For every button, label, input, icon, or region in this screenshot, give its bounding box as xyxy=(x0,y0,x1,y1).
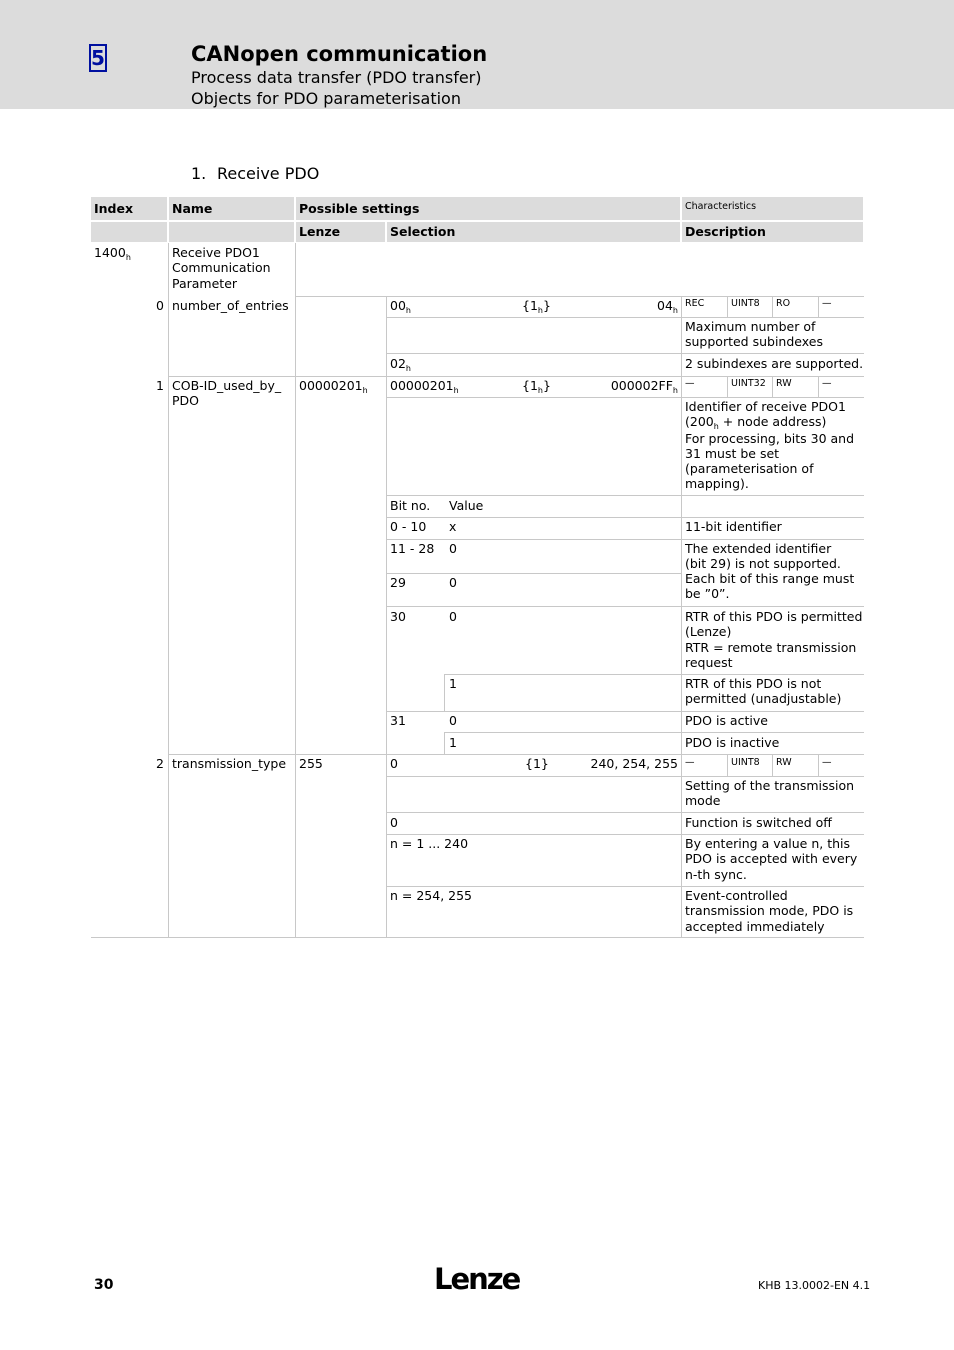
subindex-1: 1 xyxy=(156,378,164,393)
bit-desc-5a: RTR of this PDO is not xyxy=(685,676,822,691)
s2-option-3: n = 254, 255 xyxy=(390,888,473,903)
s1-sel-max: $000002FF_h$ xyxy=(610,378,678,395)
s1-lenze: $00000201_h$ xyxy=(299,378,368,395)
s2-sel-max: 240, 254, 255 xyxy=(590,756,678,771)
s1-char-1: — xyxy=(685,378,695,389)
bit-range-4: 30 xyxy=(390,609,406,624)
s0-char-4: — xyxy=(822,298,832,309)
chapter-subtitle-1: Process data transfer (PDO transfer) xyxy=(191,68,482,87)
s2-option-3-desc-a: Event-controlled xyxy=(685,888,788,903)
section-title: Receive PDO xyxy=(217,164,320,183)
bit-desc-5b: permitted (unadjustable) xyxy=(685,691,842,706)
s2-sel-min: 0 xyxy=(390,756,398,771)
bit-value-5: 1 xyxy=(449,676,457,691)
bit-range-1: 0 - 10 xyxy=(390,519,427,534)
subindex-1-name-2: PDO xyxy=(172,393,200,408)
bit-desc-2a: The extended identifier xyxy=(685,541,832,556)
header-lenze: Lenze xyxy=(299,224,341,239)
s0-char-3: RO xyxy=(776,298,791,309)
bit-desc-2b: (bit 29) is not supported. xyxy=(685,556,841,571)
param-name-line1: Receive PDO1 xyxy=(172,245,260,260)
s1-char-2: UINT32 xyxy=(731,378,766,389)
bit-value-6: 0 xyxy=(449,713,457,728)
bit-desc-4c: RTR = remote transmission xyxy=(685,640,857,655)
s0-value: $02_h$ xyxy=(390,356,411,373)
lenze-logo: Lenze xyxy=(434,1262,520,1296)
bit-desc-6: PDO is active xyxy=(685,713,768,728)
s2-desc-1: Setting of the transmission xyxy=(685,778,855,793)
s1-sel-step: $\{1_h\}$ xyxy=(522,378,551,395)
bit-desc-2d: be ”0”. xyxy=(685,586,730,601)
bit-desc-2c: Each bit of this range must xyxy=(685,571,855,586)
section-number: 1. xyxy=(191,164,207,183)
s2-char-3: RW xyxy=(776,757,792,768)
s2-option-3-desc-c: accepted immediately xyxy=(685,919,825,934)
chapter-number: 5 xyxy=(89,44,107,72)
header-characteristics: Characteristics xyxy=(685,201,757,212)
s2-option-2: n = 1 ... 240 xyxy=(390,836,469,851)
s0-desc-1: Maximum number of xyxy=(685,319,816,334)
s2-desc-2: mode xyxy=(685,793,721,808)
s0-sel-step: $\{1_h\}$ xyxy=(522,298,551,315)
s1-desc-1: Identifier of receive PDO1 xyxy=(685,399,846,414)
page-header xyxy=(0,0,954,109)
bit-desc-4d: request xyxy=(685,655,733,670)
chapter-title: CANopen communication xyxy=(191,42,488,66)
bit-range-3: 29 xyxy=(390,575,406,590)
s1-char-3: RW xyxy=(776,378,792,389)
s0-char-2: UINT8 xyxy=(731,298,760,309)
s0-sel-max: $04_h$ xyxy=(657,298,678,315)
s1-desc-4: 31 must be set xyxy=(685,446,780,461)
subindex-0: 0 xyxy=(156,298,164,313)
section-heading xyxy=(191,164,319,183)
bit-value-7: 1 xyxy=(449,735,457,750)
s1-char-4: — xyxy=(822,378,832,389)
chapter-subtitle-2: Objects for PDO parameterisation xyxy=(191,89,461,108)
s1-sel-min: $00000201_h$ xyxy=(390,378,459,395)
s2-option-3-desc-b: transmission mode, PDO is xyxy=(685,903,854,918)
header-description: Description xyxy=(685,224,766,239)
header-possible-settings: Possible settings xyxy=(299,201,420,216)
s2-char-2: UINT8 xyxy=(731,757,760,768)
s1-desc-6: mapping). xyxy=(685,476,749,491)
bit-desc-4b: (Lenze) xyxy=(685,624,732,639)
s2-option-2-desc-b: PDO is accepted with every xyxy=(685,851,858,866)
param-name-line2: Communication xyxy=(172,260,271,275)
s2-lenze: 255 xyxy=(299,756,323,771)
bit-value-2: 0 xyxy=(449,541,457,556)
bit-value-1: x xyxy=(449,519,457,534)
bit-desc-7: PDO is inactive xyxy=(685,735,780,750)
bit-desc-4a: RTR of this PDO is permitted xyxy=(685,609,863,624)
bit-range-6: 31 xyxy=(390,713,406,728)
s2-char-1: — xyxy=(685,757,695,768)
value-header: Value xyxy=(449,498,484,513)
s2-option-1-desc: Function is switched off xyxy=(685,815,832,830)
document-id: KHB 13.0002-EN 4.1 xyxy=(758,1279,871,1292)
index-value: $1400_h$ xyxy=(94,245,131,262)
bit-no-header: Bit no. xyxy=(390,498,431,513)
subindex-2: 2 xyxy=(156,756,164,771)
subindex-1-name-1: COB-ID_used_by_ xyxy=(172,378,282,393)
s2-option-1: 0 xyxy=(390,815,398,830)
subindex-2-name: transmission_type xyxy=(172,756,287,771)
s2-char-4: — xyxy=(822,757,832,768)
s1-desc-2: ($200_h$ + node address) xyxy=(685,414,827,431)
bit-desc-1: 11-bit identifier xyxy=(685,519,782,534)
param-name-line3: Parameter xyxy=(172,276,238,291)
s0-desc-2: supported subindexes xyxy=(685,334,823,349)
bit-value-4: 0 xyxy=(449,609,457,624)
s0-char-1: REC xyxy=(685,298,705,309)
bit-range-2: 11 - 28 xyxy=(390,541,435,556)
s1-desc-3: For processing, bits 30 and xyxy=(685,431,855,446)
s2-sel-step: {1} xyxy=(525,756,549,771)
header-index: Index xyxy=(94,201,134,216)
s0-value-desc: 2 subindexes are supported. xyxy=(685,356,864,371)
page-number: 30 xyxy=(94,1277,114,1293)
header-selection: Selection xyxy=(390,224,456,239)
s2-option-2-desc-c: n-th sync. xyxy=(685,867,747,882)
s1-desc-5: (parameterisation of xyxy=(685,461,814,476)
header-name: Name xyxy=(172,201,213,216)
subindex-0-name: number_of_entries xyxy=(172,298,289,313)
s0-sel-min: $00_h$ xyxy=(390,298,411,315)
bit-value-3: 0 xyxy=(449,575,457,590)
s2-option-2-desc-a: By entering a value n, this xyxy=(685,836,851,851)
